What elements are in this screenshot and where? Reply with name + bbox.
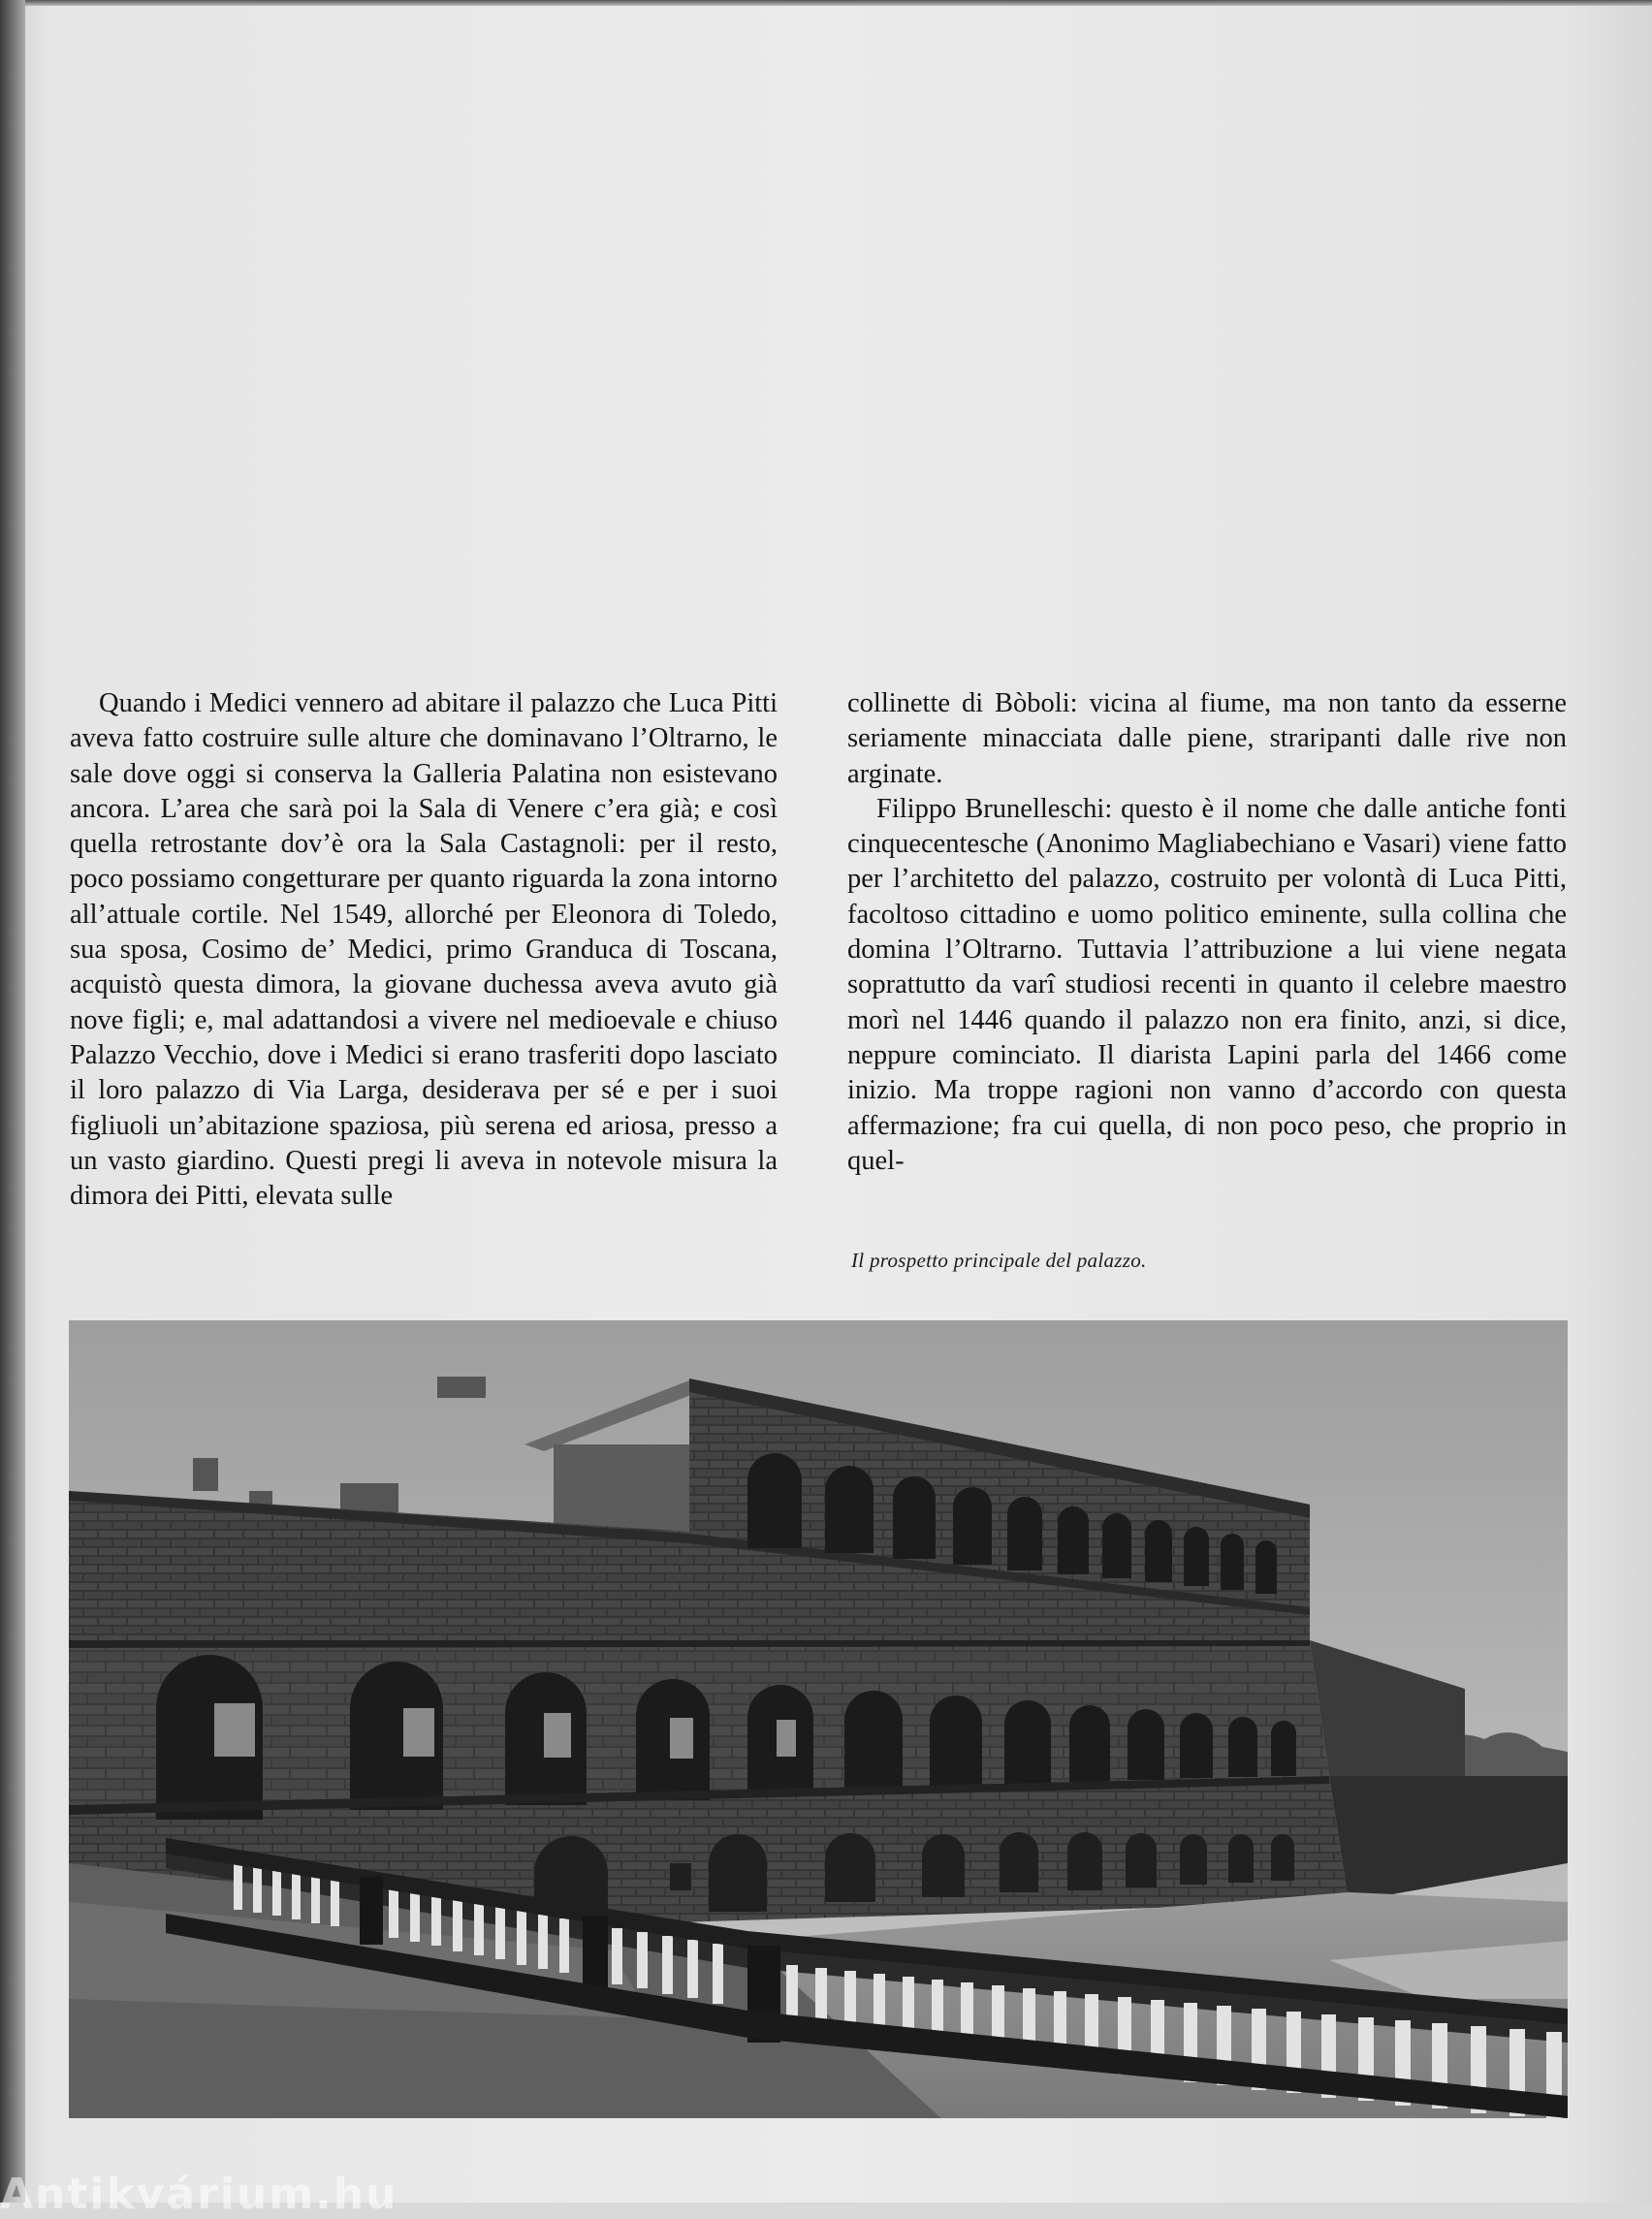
left-text-column: Quando i Medici vennero ad abitare il palazzo che Luca Pitti aveva fatto costruire sulle alture che dominavano l’Oltrarno, le sale dove oggi si conserva la Galleria Palatina non esistevano ancora. L’area che sarà poi la Sala di Venere c’era già; e così quella retrostante dov’è ora la Sala Castagnoli: per il resto, poco possiamo congetturare per quanto riguarda la zona intorno all’attuale cortile. Nel 1549, allorché per Eleonora di Toledo, sua sposa, Cosimo de’ Medici, primo Granduca di Toscana, acquistò questa dimora, la giovane duchessa aveva avuto già nove figli; e, mal adattandosi a vivere nel medioevale e chiuso Palazzo Vecchio, dove i Medici si erano trasferiti dopo lasciato il loro palazzo di Via Larga, desiderava per sé e per i suoi figliuoli un’abitazione spaziosa, più serena ed ariosa, presso a un vasto giardino. Questi pregi li aveva in notevole misura la dimora dei Pitti, elevata sulle xyxy=(70,688,778,1212)
right-text-column xyxy=(847,686,1567,1179)
palazzo-photograph xyxy=(69,1320,1568,2118)
palazzo-photo-illustration xyxy=(69,1320,1568,2118)
right-column-continuation: collinette di Bòboli: vicina al fiume, ma non tanto da esserne seriamente minacciata dalle piene, straripanti dalle rive non arginate. xyxy=(847,688,1567,789)
page-top-edge xyxy=(0,0,1652,6)
book-spine-shadow xyxy=(0,0,25,2203)
photo-caption: Il prospetto principale del palazzo. xyxy=(851,1249,1147,1272)
right-column-paragraph: Filippo Brunelleschi: questo è il nome che dalle antiche fonti cinquecentesche (Anonimo Magliabechiano e Vasari) viene fatto per l’architetto del palazzo, costruito per volontà di Luca Pitti, facoltoso cittadino e uomo politico eminente, sulla collina che domina l’Oltrarno. Tuttavia l’attribuzione a lui viene negata soprattutto da varî studiosi recenti in quanto il celebre maestro morì nel 1446 quando il palazzo non era finito, anzi, si dice, neppure cominciato. Il diarista Lapini parla del 1466 come inizio. Ma troppe ragioni non vanno d’accordo con questa affermazione; fra cui quella, di non poco peso, che proprio in quel- xyxy=(847,793,1567,1176)
watermark-text: Antikvárium.hu xyxy=(0,2170,398,2219)
